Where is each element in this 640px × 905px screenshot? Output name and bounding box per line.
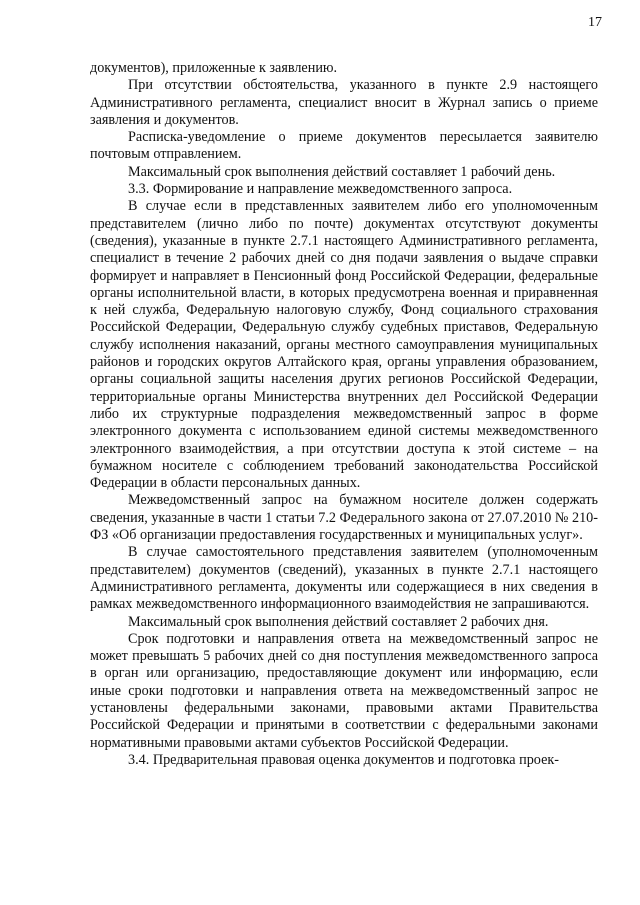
paragraph: Расписка-уведомление о приеме документов пересылается заявителю почтовым отправлением. (90, 129, 598, 163)
paragraph: Межведомственный запрос на бумажном носителе должен содержать сведения, указанные в части 1 статьи 7.2 Федерального закона от 27.07.2010 № 210-ФЗ «Об организации предоставления государственных и муниципальных услуг». (90, 492, 598, 544)
paragraph: Срок подготовки и направления ответа на межведомственный запрос не может превышать 5 рабочих дней со дня поступления межведомственного запроса в орган или организацию, предоставляющие документ или информацию, если иные сроки подготовки и направления ответа на межведомственный запрос не установлены федеральными законами, правовыми актами Правительства Российской Федерации и принятыми в соответствии с федеральными законами нормативными правовыми актами субъектов Российской Федерации. (90, 630, 598, 751)
section-heading: 3.4. Предварительная правовая оценка документов и подготовка проек- (128, 751, 559, 768)
section-heading: 3.3. Формирование и направление межведомственного запроса. (128, 181, 513, 198)
paragraph: В случае самостоятельного представления заявителем (уполномоченным представителем) документов (сведений), указанных в пункте 2.7.1 настоящего Административного регламента, документы или содержащиеся в них сведения в рамках межведомственного информационного взаимодействия не запрашиваются. (90, 544, 598, 613)
paragraph: документов), приложенные к заявлению. (90, 60, 338, 76)
page-number: 17 (588, 15, 602, 30)
paragraph: В случае если в представленных заявителем либо его уполномоченным представителем (лично либо по почте) документах отсутствуют документы (сведения), указанные в пункте 2.7.1 настоящего Административного регламента, специалист в течение 2 рабочих дней со дня подачи заявления о выдаче справки формирует и направляет в Пенсионный фонд Российской Федерации, федеральные органы исполнительной власти, в которых предусмотрена военная и приравненная к ней служба, Федеральную налоговую службу, Фонд социального страхования Российской Федерации, Федеральную службу судебных приставов, Федеральную службу исполнения наказаний, органы местного самоуправления муниципальных районов и городских округов Алтайского края, органы управления образованием, органы социальной защиты населения других регионов Российской Федерации, территориальные органы Министерства внутренних дел Российской Федерации либо их структурные подразделения межведомственный запрос в форме электронного документа с использованием единой системы межведомственного электронного взаимодействия, а при отсутствии доступа к этой системе – на бумажном носителе с соблюдением требований законодательства Российской Федерации в области персональных данных. (90, 198, 598, 492)
paragraph: При отсутствии обстоятельства, указанного в пункте 2.9 настоящего Административного регламента, специалист вносит в Журнал запись о приеме заявления и документов. (90, 77, 598, 128)
paragraph: Максимальный срок выполнения действий составляет 2 рабочих дня. (128, 613, 549, 630)
document-body (90, 60, 598, 769)
paragraph: Максимальный срок выполнения действий составляет 1 рабочий день. (128, 163, 556, 180)
